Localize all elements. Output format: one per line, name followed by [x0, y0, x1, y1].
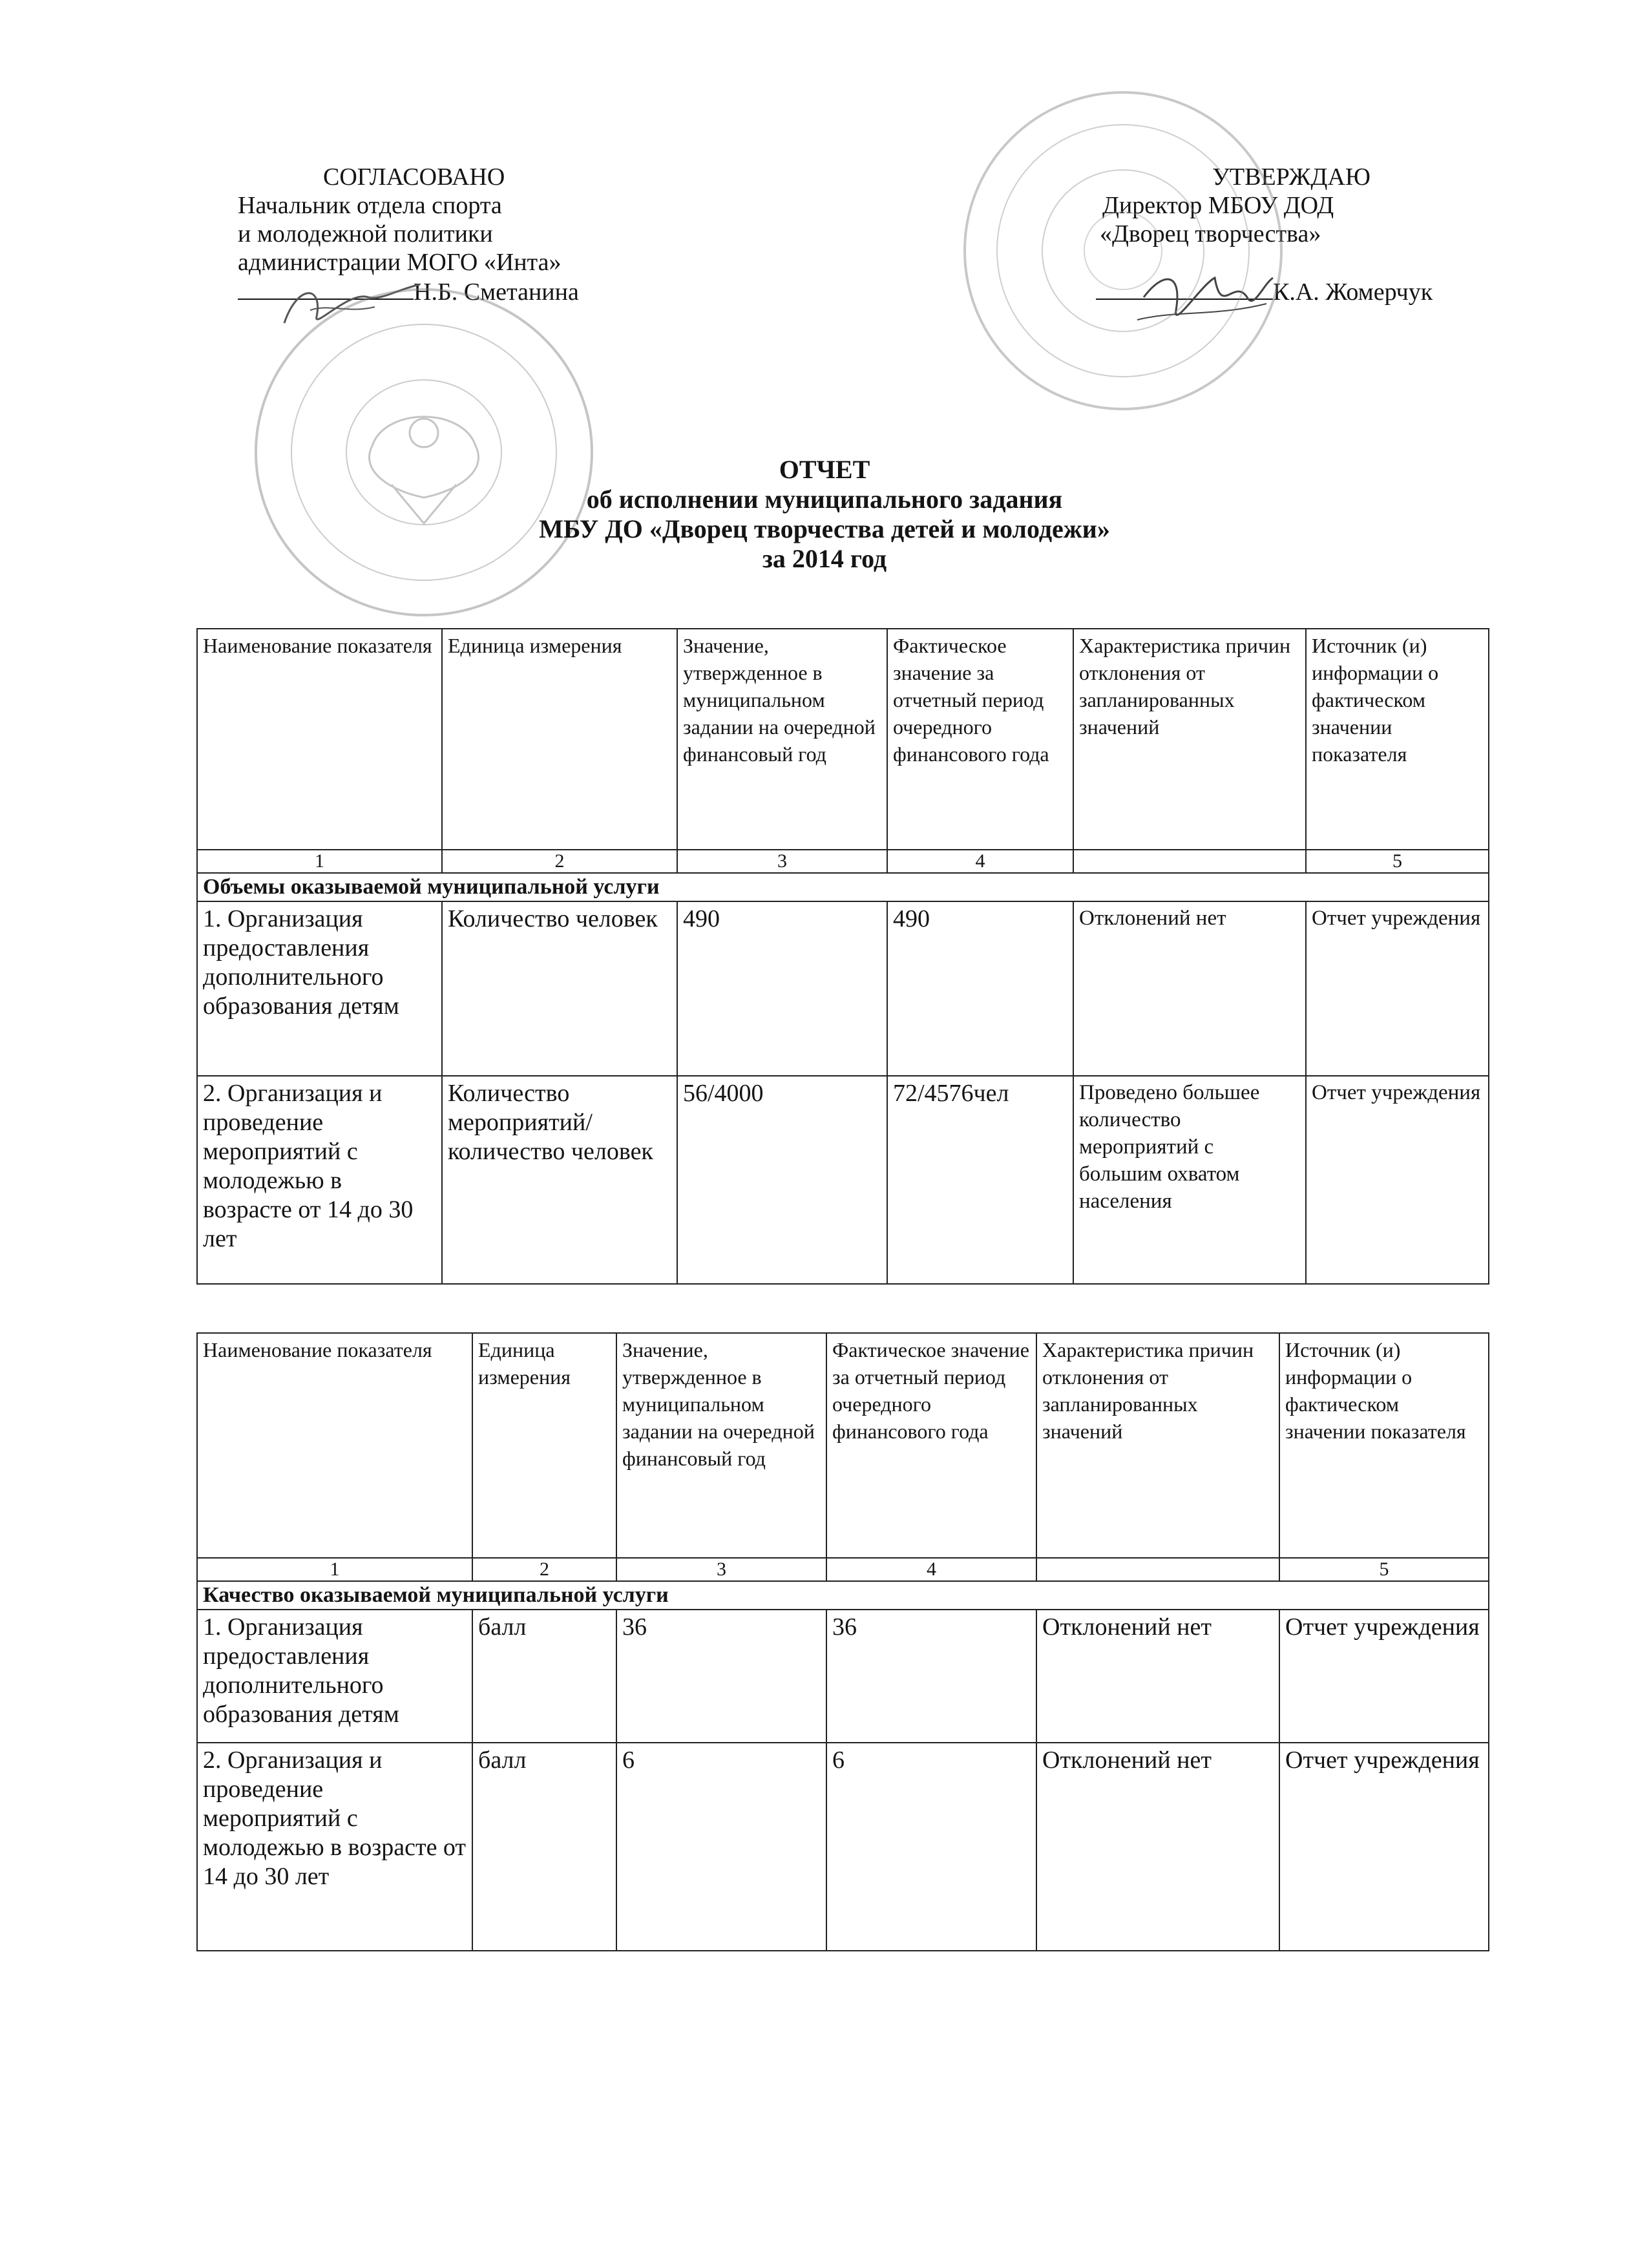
column-header-indicator-name: Наименование показателя: [197, 1333, 472, 1558]
column-header-actual-value: Фактическое значение за отчетный период очередного финансового года: [887, 629, 1073, 850]
report-title: [0, 455, 1649, 574]
deviation-reason-cell: Отклонений нет: [1036, 1610, 1279, 1743]
column-number: 5: [1306, 850, 1489, 873]
column-header-info-source: Источник (и) информации о фактическом значении показателя: [1279, 1333, 1489, 1558]
report-title-line4: за 2014 год: [762, 544, 887, 573]
report-title-line3: МБУ ДО «Дворец творчества детей и молодежи»: [539, 514, 1110, 543]
column-number: 4: [887, 850, 1073, 873]
table-header-row: [197, 1333, 1489, 1558]
approval-position-line2: и молодежной политики: [238, 220, 493, 247]
column-number: 2: [442, 850, 677, 873]
unit-cell: балл: [472, 1743, 616, 1951]
actual-value-cell: 490: [887, 901, 1073, 1076]
indicator-name-cell: 2. Организация и проведение мероприятий с молодежью в возрасте от 14 до 30 лет: [197, 1076, 442, 1284]
report-title-line2: об исполнении муниципального задания: [586, 485, 1063, 514]
table-header-row: [197, 629, 1489, 850]
column-number: 5: [1279, 1558, 1489, 1581]
info-source-cell: Отчет учреждения: [1279, 1743, 1489, 1951]
quality-indicators-table: [196, 1332, 1489, 1951]
table-row: [197, 1610, 1489, 1743]
column-number: 3: [616, 1558, 826, 1581]
column-header-deviation-reasons: Характеристика причин отклонения от запланированных значений: [1036, 1333, 1279, 1558]
column-header-planned-value: Значение, утвержденное в муниципальном задании на очередной финансовый год: [677, 629, 887, 850]
section-heading-row: [197, 1581, 1489, 1610]
seal-stamp-right: [955, 83, 1291, 419]
report-title-line1: ОТЧЕТ: [779, 455, 870, 484]
column-number: 1: [197, 1558, 472, 1581]
planned-value-cell: 490: [677, 901, 887, 1076]
column-number: 2: [472, 1558, 616, 1581]
indicator-name-cell: 1. Организация предоставления дополнительного образования детям: [197, 1610, 472, 1743]
signatory-name-right: К.А. Жомерчук: [1273, 278, 1433, 306]
actual-value-cell: 6: [826, 1743, 1036, 1951]
column-number: 3: [677, 850, 887, 873]
info-source-cell: Отчет учреждения: [1279, 1610, 1489, 1743]
column-number-row: [197, 850, 1489, 873]
column-header-unit: Единица измерения: [442, 629, 677, 850]
deviation-reason-cell: Отклонений нет: [1036, 1743, 1279, 1951]
column-number: 4: [826, 1558, 1036, 1581]
table-row: [197, 1743, 1489, 1951]
info-source-cell: Отчет учреждения: [1306, 1076, 1489, 1284]
unit-cell: балл: [472, 1610, 616, 1743]
table-row: [197, 901, 1489, 1076]
planned-value-cell: 6: [616, 1743, 826, 1951]
indicator-name-cell: 2. Организация и проведение мероприятий с молодежью в возрасте от 14 до 30 лет: [197, 1743, 472, 1951]
section-heading-row: [197, 873, 1489, 901]
column-header-actual-value: Фактическое значение за отчетный период очередного финансового года: [826, 1333, 1036, 1558]
approval-position-line3: администрации МОГО «Инта»: [238, 249, 562, 276]
unit-cell: Количество мероприятий/ количество человек: [442, 1076, 677, 1284]
seal-stamp-left: [243, 278, 605, 627]
approval-heading-left: СОГЛАСОВАНО: [323, 163, 505, 191]
indicator-name-cell: 1. Организация предоставления дополнительного образования детям: [197, 901, 442, 1076]
column-header-planned-value: Значение, утвержденное в муниципальном задании на очередной финансовый год: [616, 1333, 826, 1558]
approval-position-line1: Начальник отдела спорта: [238, 192, 502, 219]
column-header-deviation-reasons: Характеристика причин отклонения от запланированных значений: [1073, 629, 1306, 850]
column-header-info-source: Источник (и) информации о фактическом значении показателя: [1306, 629, 1489, 850]
actual-value-cell: 72/4576чел: [887, 1076, 1073, 1284]
column-number-row: [197, 1558, 1489, 1581]
signatory-name-left: Н.Б. Сметанина: [414, 278, 579, 306]
approval-position-right-line2: «Дворец творчества»: [1100, 220, 1321, 247]
column-number: 1: [197, 850, 442, 873]
deviation-reason-cell: Отклонений нет: [1073, 901, 1306, 1076]
unit-cell: Количество человек: [442, 901, 677, 1076]
column-number: [1073, 850, 1306, 873]
approval-position-right-line1: Директор МБОУ ДОД: [1102, 192, 1334, 219]
section-heading-quality: Качество оказываемой муниципальной услуги: [197, 1581, 1489, 1610]
approval-heading-right: УТВЕРЖДАЮ: [1212, 163, 1371, 191]
planned-value-cell: 56/4000: [677, 1076, 887, 1284]
table-row: [197, 1076, 1489, 1284]
planned-value-cell: 36: [616, 1610, 826, 1743]
column-header-unit: Единица измерения: [472, 1333, 616, 1558]
column-number: [1036, 1558, 1279, 1581]
info-source-cell: Отчет учреждения: [1306, 901, 1489, 1076]
actual-value-cell: 36: [826, 1610, 1036, 1743]
column-header-indicator-name: Наименование показателя: [197, 629, 442, 850]
volume-indicators-table: [196, 628, 1489, 1285]
section-heading-volumes: Объемы оказываемой муниципальной услуги: [197, 873, 1489, 901]
deviation-reason-cell: Проведено большее количество мероприятий с большим охватом населения: [1073, 1076, 1306, 1284]
